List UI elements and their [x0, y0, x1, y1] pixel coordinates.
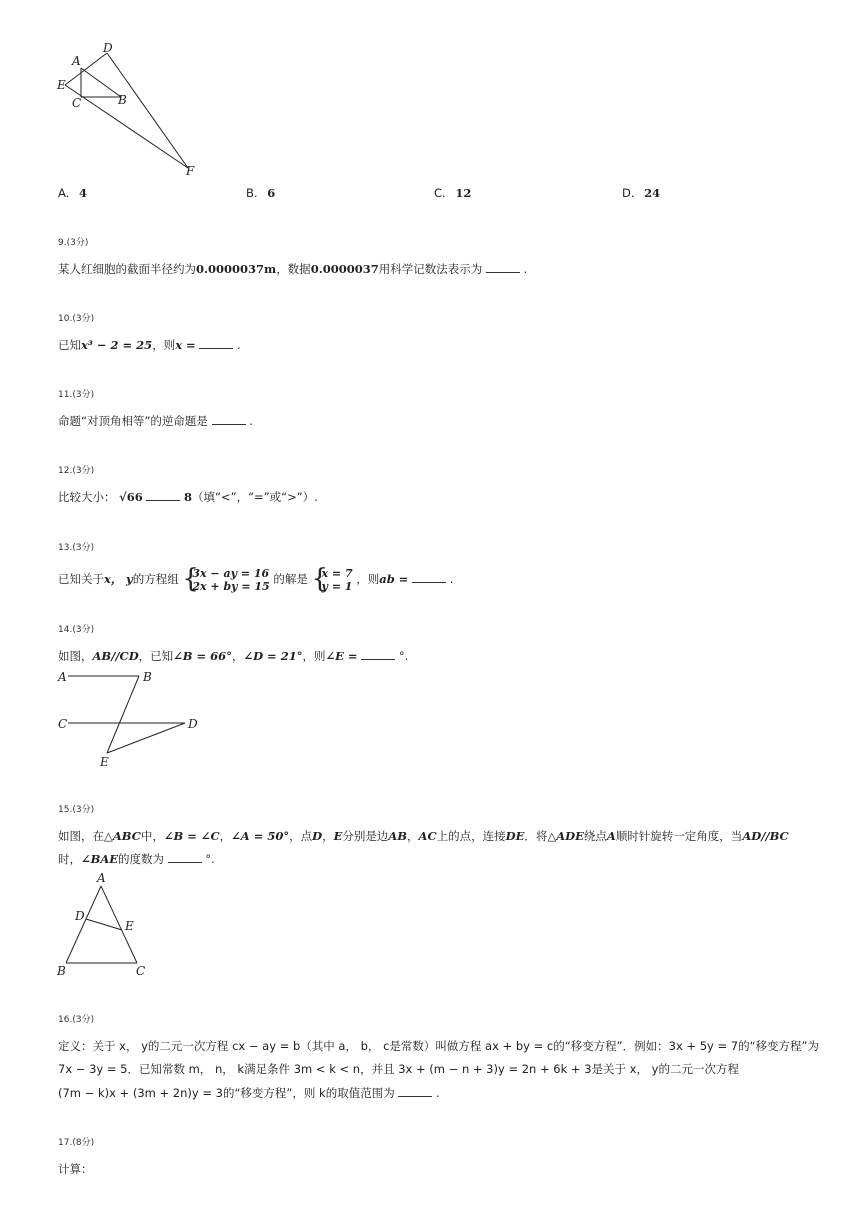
question-10-text: 已知x³ − 2 = 25，则x = . — [58, 338, 241, 352]
question-header-14: 14.(3分) — [58, 625, 95, 635]
option-letter: C. — [434, 186, 446, 200]
question-header-17: 17.(8分) — [58, 1138, 95, 1148]
triangle-figure-q8 — [55, 40, 205, 180]
question-header-9 — [58, 235, 88, 248]
question-header-10: 10.(3分) — [58, 314, 95, 324]
triangle-figure-q15 — [55, 870, 155, 980]
label-d: D — [103, 41, 113, 55]
question-17-text: 计算： — [58, 1162, 93, 1176]
label-e: E — [57, 78, 66, 92]
question-14-text: 如图，AB//CD，已知∠B = 66°，∠D = 21°，则∠E = °. — [58, 649, 409, 663]
question-13-text: 已知关于x， y的方程组 { 3x − ay = 16 2x + by = 15 的解是 { x = 7 y = 1 ，则ab = . — [58, 563, 454, 594]
label-b: B — [57, 964, 66, 978]
answer-blank[interactable] — [199, 338, 233, 349]
solution-system: { x = 7 y = 1 — [311, 563, 353, 594]
label-d: D — [188, 717, 198, 731]
question-header-16: 16.(3分) — [58, 1015, 95, 1025]
question-header-15: 15.(3分) — [58, 805, 95, 815]
label-a: A — [97, 871, 106, 885]
option-a[interactable] — [58, 186, 87, 200]
option-c[interactable] — [434, 186, 471, 200]
question-16-line-3: (7m − k)x + (3m + 2n)y = 3的“移变方程”，则 k的取值范围为 . — [58, 1086, 440, 1100]
question-header-12: 12.(3分) — [58, 466, 95, 476]
question-score: (3分) — [66, 238, 89, 248]
question-9-text: 某人红细胞的截面半径约为0.0000037m，数据0.0000037用科学记数法表示为 . — [58, 262, 528, 276]
question-15-line-2: 时，∠BAE的度数为 °. — [58, 852, 215, 866]
option-letter: A. — [58, 186, 70, 200]
question-16-line-2: 7x − 3y = 5．已知常数 m， n， k满足条件 3m < k < n，并且 3x + (m − n + 3)y = 2n + 6k + 3是关于 x， y的二元一次方程 — [58, 1062, 739, 1076]
option-letter: D. — [622, 186, 635, 200]
option-b[interactable] — [246, 186, 275, 200]
label-c: C — [58, 717, 68, 731]
question-12-text: 比较大小： √66 8（填“<”，“=”或“>”）. — [58, 490, 318, 504]
answer-blank[interactable] — [486, 262, 520, 273]
answer-blank[interactable] — [412, 572, 446, 583]
label-c: C — [72, 96, 82, 110]
option-d[interactable] — [622, 186, 660, 200]
question-11-text: 命题“对顶角相等”的逆命题是 . — [58, 414, 253, 428]
question-number: 9. — [58, 238, 67, 248]
label-b: B — [118, 93, 127, 107]
question-15-line-1: 如图，在△ABC中，∠B = ∠C，∠A = 50°，点D，E分别是边AB，AC上的点，连接DE．将△ADE绕点A顺时针旋转一定角度，当AD//BC — [58, 829, 789, 843]
label-e: E — [125, 919, 134, 933]
parallel-lines-figure-q14 — [55, 668, 215, 773]
equation-system: { 3x − ay = 16 2x + by = 15 — [182, 563, 270, 594]
answer-blank[interactable] — [398, 1086, 432, 1097]
answer-blank[interactable] — [212, 414, 246, 425]
option-value: 24 — [644, 186, 661, 200]
label-c: C — [136, 964, 146, 978]
label-f: F — [186, 164, 195, 178]
label-b: B — [143, 670, 152, 684]
option-value: 12 — [455, 186, 472, 200]
question-header-13: 13.(3分) — [58, 543, 95, 553]
label-a: A — [72, 54, 81, 68]
question-16-line-1: 定义：关于 x， y的二元一次方程 cx − ay = b（其中 a， b， c是常数）叫做方程 ax + by = c的“移变方程”．例如：3x + 5y = 7的“移变方程”为 — [58, 1039, 819, 1053]
option-letter: B. — [246, 186, 258, 200]
answer-blank[interactable] — [168, 852, 202, 863]
label-e: E — [100, 755, 109, 769]
question-header-11: 11.(3分) — [58, 390, 95, 400]
label-a: A — [58, 670, 67, 684]
answer-blank[interactable] — [146, 490, 180, 501]
option-value: 4 — [78, 186, 87, 200]
answer-blank[interactable] — [361, 649, 395, 660]
option-value: 6 — [267, 186, 276, 200]
label-d: D — [75, 909, 85, 923]
